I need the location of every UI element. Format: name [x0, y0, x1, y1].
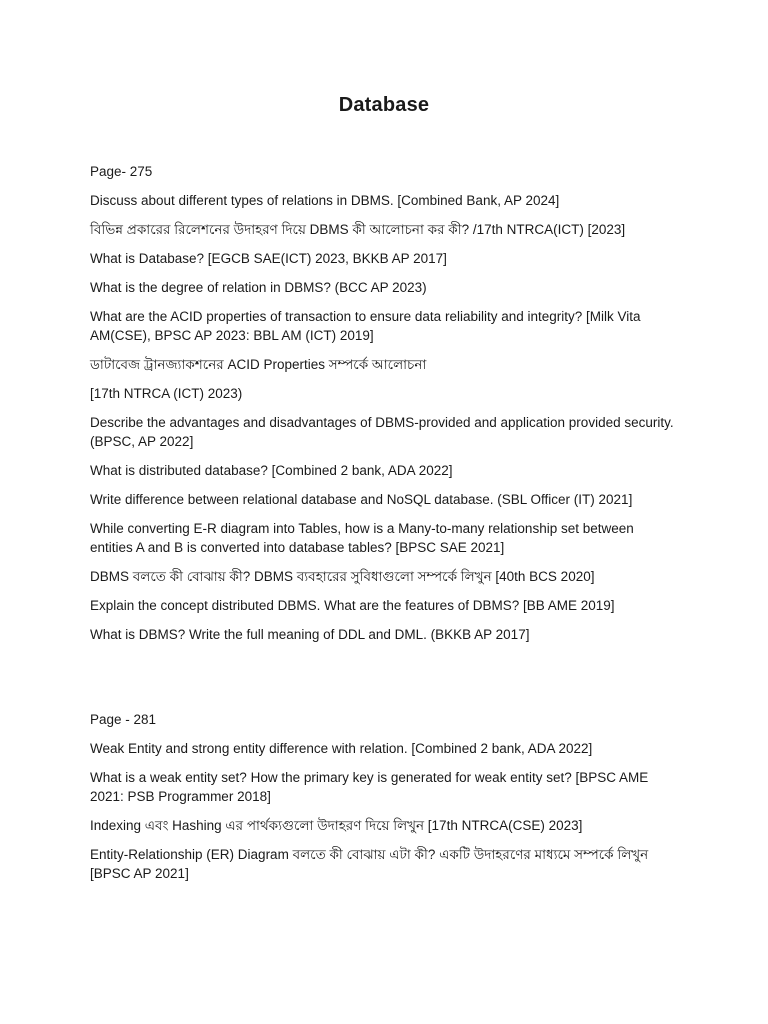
- document-title: Database: [338, 94, 430, 116]
- question-item: Indexing এবং Hashing এর পার্থক্যগুলো উদাহরণ দিয়ে লিখুন [17th NTRCA(CSE) 2023]: [90, 818, 583, 833]
- question-item: What is a weak entity set? How the primary key is generated for weak entity set? [BPSC AME 2021: PSB Programmer 2018]: [90, 770, 649, 804]
- question-item: Write difference between relational database and NoSQL database. (SBL Officer (IT) 2021]: [90, 492, 633, 507]
- question-item: What is DBMS? Write the full meaning of DDL and DML. (BKKB AP 2017]: [90, 627, 530, 642]
- question-item: While converting E-R diagram into Tables, how is a Many-to-many relationship set between entities A and B is converted into database tables? [BPSC SAE 2021]: [90, 521, 634, 555]
- question-item: ডাটাবেজ ট্রানজ্যাকশনের ACID Properties সম্পর্কে আলোচনা: [90, 357, 427, 372]
- question-item: What is distributed database? [Combined 2 bank, ADA 2022]: [90, 463, 453, 478]
- page-label: Page- 275: [90, 164, 153, 179]
- document-body: [90, 162, 680, 893]
- question-item: Explain the concept distributed DBMS. What are the features of DBMS? [BB AME 2019]: [90, 598, 615, 613]
- question-item: DBMS বলতে কী বোঝায় কী? DBMS ব্যবহারের সুবিধাগুলো সম্পর্কে লিখুন [40th BCS 2020]: [90, 569, 595, 584]
- question-item: [17th NTRCA (ICT) 2023): [90, 386, 243, 401]
- page-label: Page - 281: [90, 712, 157, 727]
- question-item: Discuss about different types of relations in DBMS. [Combined Bank, AP 2024]: [90, 193, 560, 208]
- question-item: What is the degree of relation in DBMS? (BCC AP 2023): [90, 280, 427, 295]
- question-item: Entity-Relationship (ER) Diagram বলতে কী বোঝায় এটা কী? একটি উদাহরণের মাধ্যমে সম্পর্কে লিখুন [BPSC AP 2021]: [90, 847, 649, 881]
- question-item: What are the ACID properties of transaction to ensure data reliability and integrity? [Milk Vita AM(CSE), BPSC AP 2023: BBL AM (ICT) 2019]: [90, 309, 641, 343]
- question-item: What is Database? [EGCB SAE(ICT) 2023, BKKB AP 2017]: [90, 251, 447, 266]
- question-item: বিভিন্ন প্রকারের রিলেশনের উদাহরণ দিয়ে DBMS কী আলোচনা কর কী? /17th NTRCA(ICT) [2023]: [90, 222, 626, 237]
- question-item: Weak Entity and strong entity difference with relation. [Combined 2 bank, ADA 2022]: [90, 741, 593, 756]
- section-page-281: [90, 710, 680, 883]
- question-item: Describe the advantages and disadvantages of DBMS-provided and application provided security. (BPSC, AP 2022]: [90, 415, 674, 449]
- section-page-275: [90, 162, 680, 644]
- section-spacer: [90, 654, 680, 710]
